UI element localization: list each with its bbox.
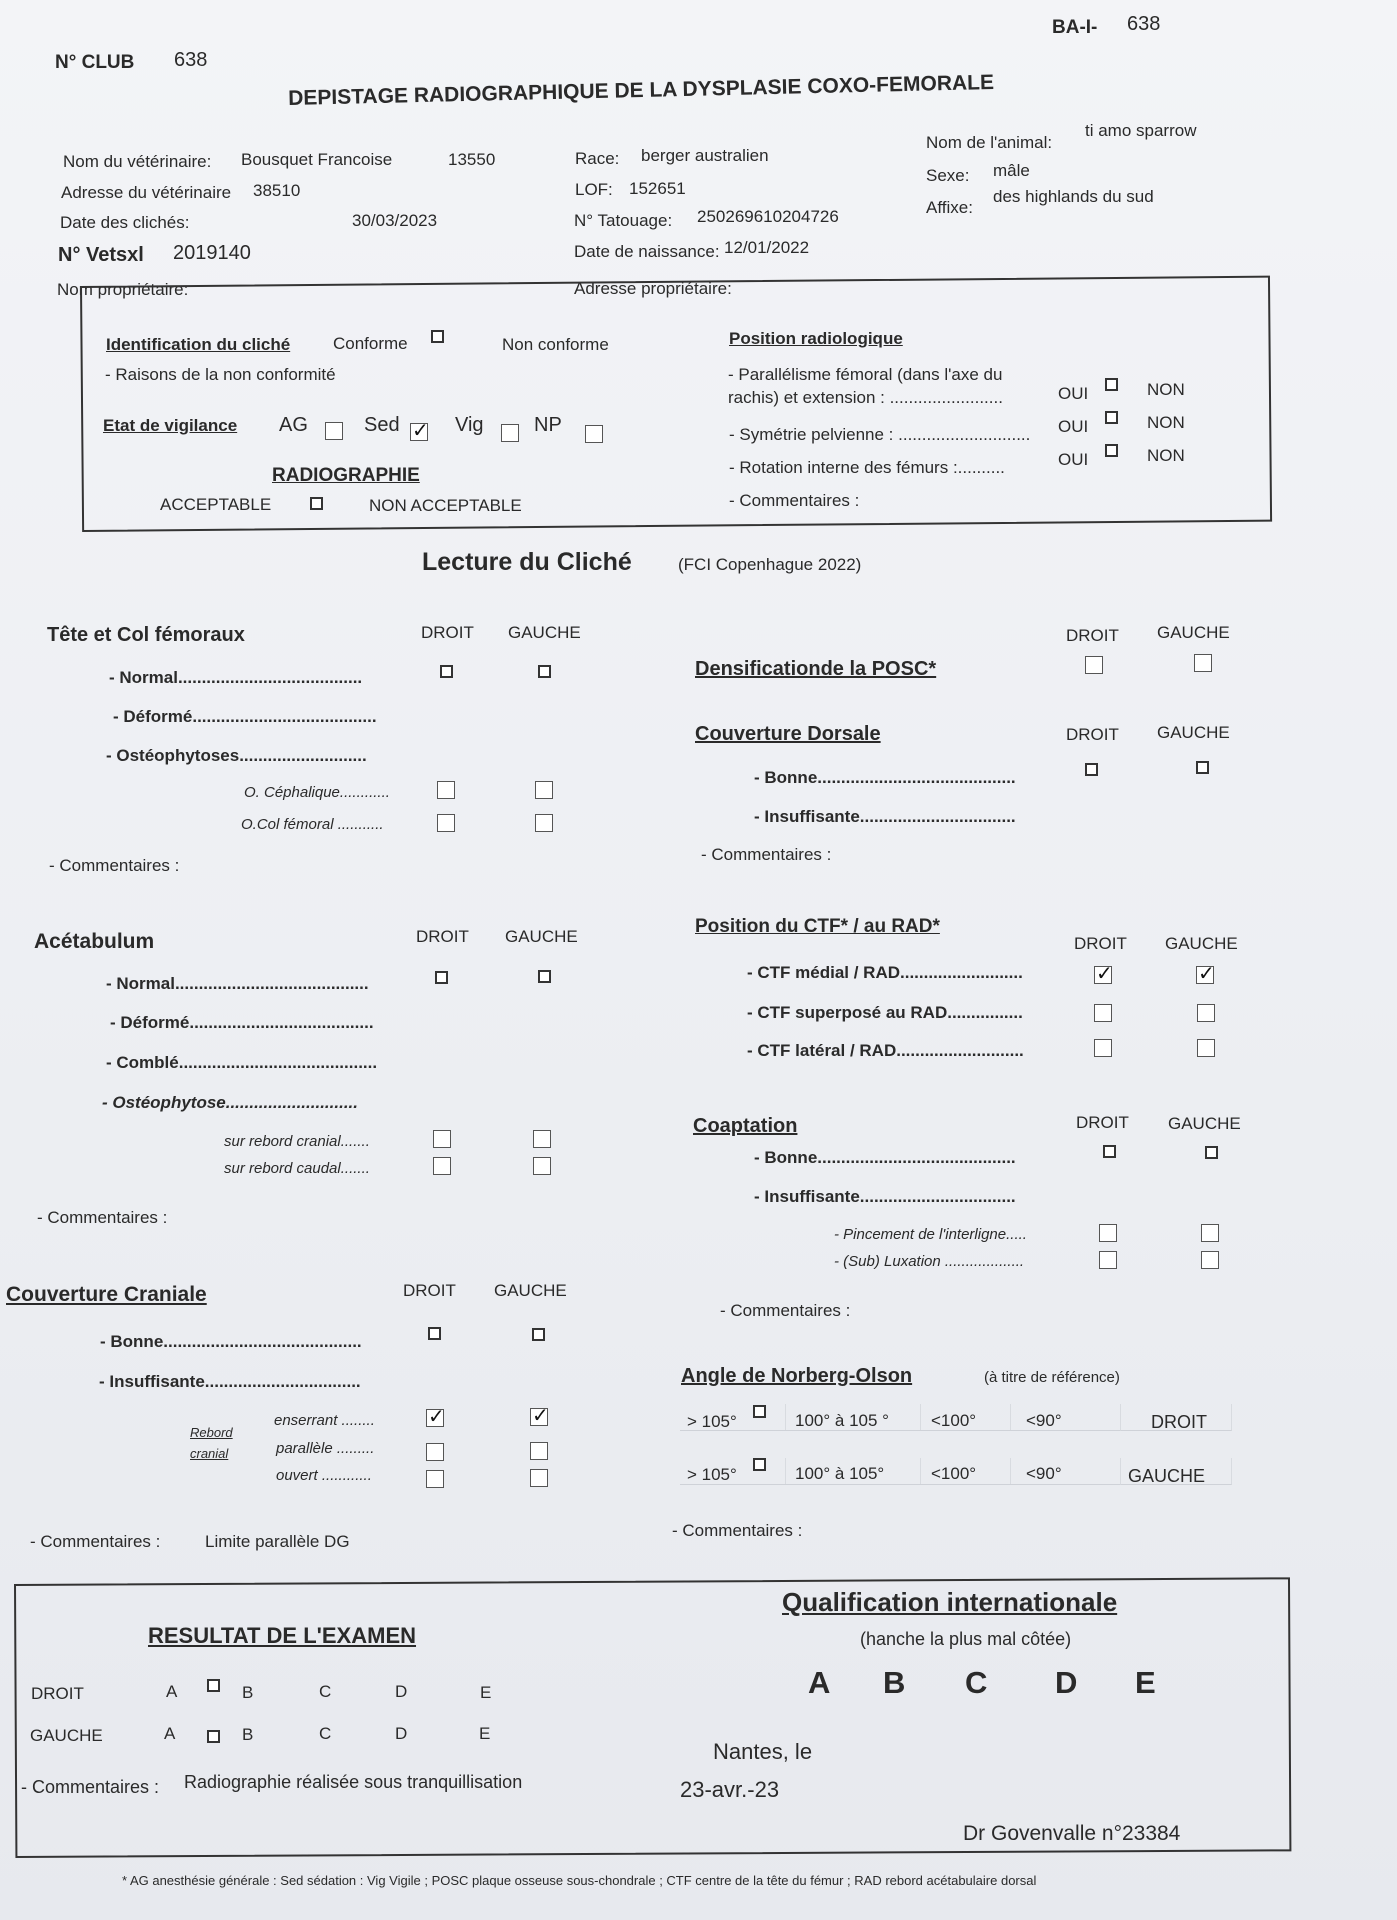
non-acceptable-label: NON ACCEPTABLE xyxy=(369,496,522,515)
vetsxl-value: 2019140 xyxy=(173,242,251,264)
lof-label: LOF: xyxy=(575,180,613,199)
birth-label: Date de naissance: xyxy=(574,242,720,261)
acet-gauche: GAUCHE xyxy=(505,927,578,946)
result-comments: Radiographie réalisée sous tranquillisation xyxy=(184,1772,523,1792)
enserrant-droit-checkbox[interactable] xyxy=(426,1409,444,1427)
luxation-gauche-checkbox[interactable] xyxy=(1201,1251,1219,1269)
col-droit-checkbox[interactable] xyxy=(437,814,455,832)
posc-title: Densificationde la POSC* xyxy=(695,658,937,680)
dorsale-comments: - Commentaires : xyxy=(701,845,832,864)
result-droit-grade-d: D xyxy=(395,1682,408,1701)
lecture-title: Lecture du Cliché xyxy=(422,548,632,576)
acet-deforme: - Déformé....................................... xyxy=(110,1013,374,1032)
craniale-comments-label: - Commentaires : xyxy=(30,1532,161,1551)
posc-droit: DROIT xyxy=(1066,626,1119,645)
lof: 152651 xyxy=(629,179,686,198)
result-droit-label: DROIT xyxy=(31,1684,84,1703)
posc-gauche-checkbox[interactable] xyxy=(1194,654,1212,672)
result-droit-grade-e: E xyxy=(480,1683,492,1702)
ctf-lateral-gauche-checkbox[interactable] xyxy=(1197,1039,1215,1057)
ba-value: 638 xyxy=(1127,13,1161,35)
rotation-label: - Rotation interne des fémurs :.......... xyxy=(729,458,1005,477)
parallele-label: parallèle ......... xyxy=(276,1440,375,1457)
ag-label: AG xyxy=(279,414,308,436)
cranial-label: cranial xyxy=(190,1446,229,1461)
parallel-oui-checkbox[interactable] xyxy=(1105,378,1118,391)
qualif-grade-e: E xyxy=(1135,1665,1156,1700)
pincement-droit-checkbox[interactable] xyxy=(1099,1224,1117,1242)
result-droit-grade-b: B xyxy=(242,1683,254,1702)
tete-normal-droit-checkbox[interactable] xyxy=(440,665,453,678)
norberg-gauche-v4: <90° xyxy=(1026,1464,1062,1483)
radiographie-title: RADIOGRAPHIE xyxy=(272,465,420,486)
club-label: N° CLUB xyxy=(55,52,135,73)
dorsale-droit: DROIT xyxy=(1066,725,1119,744)
acet-cranial: sur rebord cranial....... xyxy=(224,1133,370,1150)
conforme-label: Conforme xyxy=(333,334,408,353)
vigilance-title: Etat de vigilance xyxy=(103,416,238,435)
dorsale-insuffisante: - Insuffisante................................. xyxy=(754,807,1016,826)
craniale-comments: Limite parallèle DG xyxy=(205,1532,350,1551)
posc-droit-checkbox[interactable] xyxy=(1085,656,1103,674)
dorsale-bonne-droit-checkbox[interactable] xyxy=(1085,763,1098,776)
lecture-subtitle: (FCI Copenhague 2022) xyxy=(678,555,862,574)
tattoo-label: N° Tatouage: xyxy=(574,211,673,230)
race-label: Race: xyxy=(575,149,620,168)
sign-place: Nantes, le xyxy=(713,1739,813,1764)
identification-box xyxy=(80,276,1272,532)
sed-label: Sed xyxy=(364,414,400,436)
norberg-comments: - Commentaires : xyxy=(672,1521,803,1540)
dorsale-gauche: GAUCHE xyxy=(1157,723,1230,742)
result-gauche-a-checkbox[interactable] xyxy=(207,1730,220,1743)
parallel-line2: rachis) et extension : ........................ xyxy=(728,388,1003,407)
symetrie-non: NON xyxy=(1147,413,1185,432)
craniale-bonne-droit-checkbox[interactable] xyxy=(428,1327,441,1340)
symetrie-oui-checkbox[interactable] xyxy=(1105,411,1118,424)
result-gauche-grade-a: A xyxy=(164,1724,176,1743)
ctf-medial-droit-checkbox[interactable] xyxy=(1094,966,1112,984)
acet-normal-gauche-checkbox[interactable] xyxy=(538,970,551,983)
reasons-label: - Raisons de la non conformité xyxy=(105,365,336,384)
norberg-droit-label: DROIT xyxy=(1151,1412,1207,1432)
norberg-droit-v1-checkbox[interactable] xyxy=(753,1405,766,1418)
tattoo: 250269610204726 xyxy=(697,207,839,226)
vet-code: 13550 xyxy=(448,150,496,169)
ctf-lateral: - CTF latéral / RAD........................... xyxy=(747,1041,1024,1060)
coaptation-gauche: GAUCHE xyxy=(1168,1114,1241,1133)
coaptation-bonne-gauche-checkbox[interactable] xyxy=(1205,1146,1218,1159)
owner-address-label: Adresse propriétaire: xyxy=(574,279,732,298)
vetsxl-label: N° Vetsxl xyxy=(58,244,144,266)
tete-gauche: GAUCHE xyxy=(508,623,581,642)
dorsale-bonne-gauche-checkbox[interactable] xyxy=(1196,761,1209,774)
craniale-title: Couverture Craniale xyxy=(6,1283,207,1306)
result-gauche-grade-e: E xyxy=(479,1724,491,1743)
acetabulum-title: Acétabulum xyxy=(34,930,155,953)
tete-droit: DROIT xyxy=(421,623,474,642)
acet-comble: - Comblé.......................................... xyxy=(106,1053,378,1072)
sign-doctor: Dr Govenvalle n°23384 xyxy=(963,1822,1181,1845)
animal-name-label: Nom de l'animal: xyxy=(926,133,1053,152)
enserrant-label: enserrant ........ xyxy=(274,1412,375,1429)
coaptation-insuffisante: - Insuffisante................................. xyxy=(754,1187,1016,1206)
norberg-gauche-v3: <100° xyxy=(931,1464,977,1483)
result-comments-label: - Commentaires : xyxy=(21,1777,160,1797)
craniale-gauche: GAUCHE xyxy=(494,1281,567,1300)
acet-cranial-gauche-checkbox[interactable] xyxy=(533,1130,551,1148)
norberg-gauche-v2: 100° à 105° xyxy=(795,1464,885,1483)
footnote: * AG anesthésie générale : Sed sédation : Vig Vigile ; POSC plaque osseuse sous-chondrale ; CTF centre de la tête du fémur ; RAD rebord acétabulaire dorsal xyxy=(122,1873,1037,1888)
acet-cranial-droit-checkbox[interactable] xyxy=(433,1130,451,1148)
symetrie-label: - Symétrie pelvienne : ............................ xyxy=(729,425,1031,444)
tete-osteo: - Ostéophytoses........................... xyxy=(106,746,367,765)
position-title: Position radiologique xyxy=(729,329,903,348)
ctf-medial: - CTF médial / RAD.......................... xyxy=(747,963,1023,982)
qualif-title: Qualification internationale xyxy=(782,1587,1118,1617)
ouvert-label: ouvert ............ xyxy=(276,1467,372,1484)
norberg-gauche-v1-checkbox[interactable] xyxy=(753,1458,766,1471)
non-conforme-label: Non conforme xyxy=(502,335,609,354)
qualif-grade-b: B xyxy=(883,1665,906,1700)
acceptable-label: ACCEPTABLE xyxy=(160,495,272,514)
norberg-gauche-v1: > 105° xyxy=(687,1465,737,1484)
vet-address-label: Adresse du vétérinaire xyxy=(61,183,232,202)
cephalique-gauche-checkbox[interactable] xyxy=(535,781,553,799)
acet-normal-droit-checkbox[interactable] xyxy=(435,971,448,984)
tete-title: Tête et Col fémoraux xyxy=(47,624,245,646)
ctf-title: Position du CTF* / au RAD* xyxy=(695,916,940,937)
norberg-droit-v3: <100° xyxy=(931,1411,977,1430)
symetrie-oui: OUI xyxy=(1058,417,1089,436)
qualif-grade-d: D xyxy=(1055,1665,1078,1700)
pincement-label: - Pincement de l'interligne..... xyxy=(834,1226,1027,1243)
ctf-droit: DROIT xyxy=(1074,934,1127,953)
ouvert-droit-checkbox[interactable] xyxy=(426,1470,444,1488)
result-title: RESULTAT DE L'EXAMEN xyxy=(148,1623,417,1648)
page-title: DEPISTAGE RADIOGRAPHIQUE DE LA DYSPLASIE COXO-FEMORALE xyxy=(287,70,995,110)
luxation-label: - (Sub) Luxation ................... xyxy=(834,1253,1025,1270)
coaptation-bonne: - Bonne.......................................... xyxy=(754,1148,1016,1167)
acet-caudal-gauche-checkbox[interactable] xyxy=(533,1157,551,1175)
np-label: NP xyxy=(534,414,562,436)
norberg-title: Angle de Norberg-Olson xyxy=(681,1365,913,1387)
craniale-bonne: - Bonne.......................................... xyxy=(100,1332,362,1351)
rotation-oui: OUI xyxy=(1058,450,1089,469)
posc-gauche: GAUCHE xyxy=(1157,623,1230,642)
qualif-subtitle: (hanche la plus mal côtée) xyxy=(860,1629,1072,1649)
ctf-gauche: GAUCHE xyxy=(1165,934,1238,953)
acet-comments: - Commentaires : xyxy=(37,1208,168,1227)
ctf-superpose-droit-checkbox[interactable] xyxy=(1094,1004,1112,1022)
col-gauche-checkbox[interactable] xyxy=(535,814,553,832)
acet-osteo: - Ostéophytose............................ xyxy=(102,1093,358,1112)
result-droit-grade-a: A xyxy=(166,1682,178,1701)
tete-comments: - Commentaires : xyxy=(49,856,180,875)
norberg-ref: (à titre de référence) xyxy=(984,1369,1120,1386)
race: berger australien xyxy=(641,146,769,165)
result-droit-grade-c: C xyxy=(319,1682,332,1701)
club-value: 638 xyxy=(174,49,208,71)
acet-caudal: sur rebord caudal....... xyxy=(224,1160,370,1177)
acet-droit: DROIT xyxy=(416,927,469,946)
ouvert-gauche-checkbox[interactable] xyxy=(530,1469,548,1487)
affixe: des highlands du sud xyxy=(993,187,1154,206)
enserrant-gauche-checkbox[interactable] xyxy=(530,1408,548,1426)
ctf-superpose: - CTF superposé au RAD................ xyxy=(747,1003,1023,1022)
norberg-droit-v1: > 105° xyxy=(687,1412,737,1431)
parallel-oui: OUI xyxy=(1058,384,1089,403)
ctf-medial-gauche-checkbox[interactable] xyxy=(1196,966,1214,984)
sex: mâle xyxy=(993,161,1030,180)
craniale-insuffisante: - Insuffisante................................. xyxy=(99,1372,361,1391)
parallele-gauche-checkbox[interactable] xyxy=(530,1442,548,1460)
result-gauche-label: GAUCHE xyxy=(30,1726,103,1745)
acet-caudal-droit-checkbox[interactable] xyxy=(433,1157,451,1175)
coaptation-bonne-droit-checkbox[interactable] xyxy=(1103,1145,1116,1158)
date-label: Date des clichés: xyxy=(60,213,190,232)
craniale-droit: DROIT xyxy=(403,1281,456,1300)
craniale-bonne-gauche-checkbox[interactable] xyxy=(532,1328,545,1341)
norberg-gauche-label: GAUCHE xyxy=(1128,1466,1206,1486)
vig-checkbox[interactable] xyxy=(501,424,519,442)
result-gauche-grade-b: B xyxy=(242,1725,254,1744)
dorsale-title: Couverture Dorsale xyxy=(695,723,881,745)
ctf-lateral-droit-checkbox[interactable] xyxy=(1094,1039,1112,1057)
position-comments: - Commentaires : xyxy=(729,491,860,510)
result-gauche-grade-d: D xyxy=(395,1724,408,1743)
coaptation-title: Coaptation xyxy=(693,1115,798,1137)
ctf-superpose-gauche-checkbox[interactable] xyxy=(1197,1004,1215,1022)
tete-normal-gauche-checkbox[interactable] xyxy=(538,665,551,678)
vig-label: Vig xyxy=(455,414,484,436)
vet-name: Bousquet Francoise xyxy=(241,150,393,169)
dorsale-bonne: - Bonne.......................................... xyxy=(754,768,1016,787)
ctf-comments: - Commentaires : xyxy=(720,1301,851,1320)
cliche-date: 30/03/2023 xyxy=(352,211,438,230)
cephalique-droit-checkbox[interactable] xyxy=(437,781,455,799)
tete-col: O.Col fémoral ........... xyxy=(241,816,384,833)
owner-label: Nom propriétaire: xyxy=(57,280,189,299)
rebord-label: Rebord xyxy=(190,1425,233,1440)
pincement-gauche-checkbox[interactable] xyxy=(1201,1224,1219,1242)
tete-deforme: - Déformé....................................... xyxy=(113,707,377,726)
result-gauche-grade-c: C xyxy=(319,1724,332,1743)
result-box xyxy=(14,1577,1291,1858)
acet-normal: - Normal......................................... xyxy=(106,974,369,993)
parallel-non: NON xyxy=(1147,380,1185,399)
result-droit-a-checkbox[interactable] xyxy=(207,1679,220,1692)
tete-cephalique: O. Céphalique............ xyxy=(244,784,390,801)
ag-checkbox[interactable] xyxy=(325,422,343,440)
ba-label: BA-I- xyxy=(1052,17,1098,38)
rotation-oui-checkbox[interactable] xyxy=(1105,444,1118,457)
vet-name-label: Nom du vétérinaire: xyxy=(63,152,212,171)
ident-title: Identification du cliché xyxy=(106,335,291,354)
qualif-grade-c: C xyxy=(965,1665,988,1700)
luxation-droit-checkbox[interactable] xyxy=(1099,1251,1117,1269)
np-checkbox[interactable] xyxy=(585,425,603,443)
coaptation-droit: DROIT xyxy=(1076,1113,1129,1132)
sex-label: Sexe: xyxy=(926,166,970,185)
animal-name: ti amo sparrow xyxy=(1085,121,1197,140)
norberg-droit-v2: 100° à 105 ° xyxy=(795,1411,889,1430)
rotation-non: NON xyxy=(1147,446,1185,465)
affixe-label: Affixe: xyxy=(926,198,973,217)
norberg-droit-v4: <90° xyxy=(1026,1411,1062,1430)
conforme-checkbox[interactable] xyxy=(431,330,444,343)
parallel-line1: - Parallélisme fémoral (dans l'axe du xyxy=(728,365,1003,384)
sed-checkbox[interactable] xyxy=(410,423,428,441)
birth: 12/01/2022 xyxy=(724,238,810,257)
sign-date: 23-avr.-23 xyxy=(680,1777,780,1802)
qualif-grade-a: A xyxy=(808,1665,831,1700)
tete-normal: - Normal....................................... xyxy=(109,668,363,687)
vet-address: 38510 xyxy=(253,181,301,200)
acceptable-checkbox[interactable] xyxy=(310,497,323,510)
parallele-droit-checkbox[interactable] xyxy=(426,1443,444,1461)
